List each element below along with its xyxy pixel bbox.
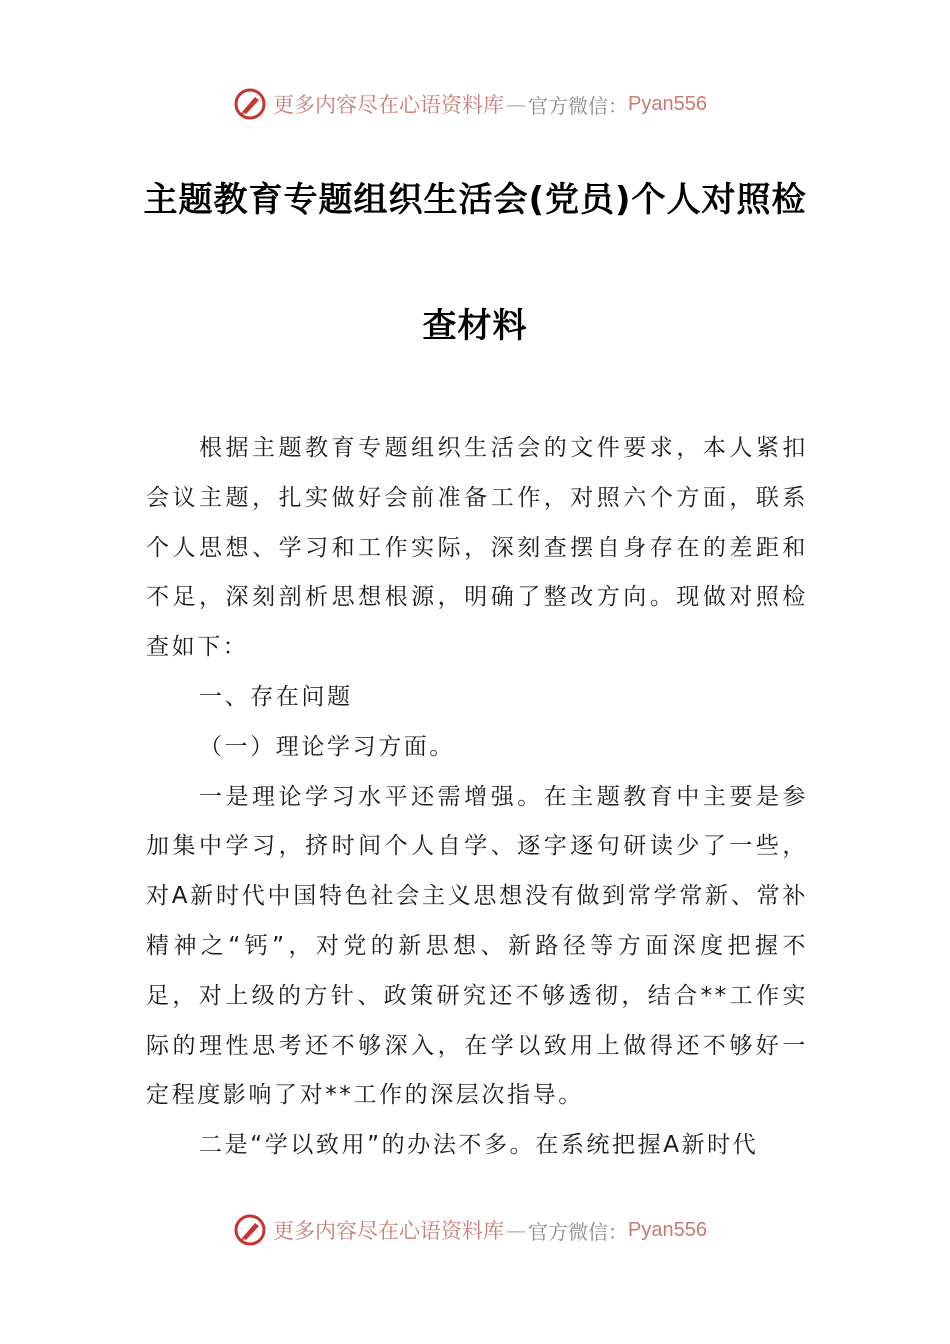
footer-banner	[0, 1210, 950, 1250]
banner-text: 更多内容尽在心语资料库	[273, 93, 505, 117]
body-paragraph: 二是“学以致用”的办法不多。在系统把握A新时代	[199, 1132, 759, 1159]
document-body	[146, 424, 808, 1171]
banner-text: 更多内容尽在心语资料库	[273, 1219, 505, 1243]
document-title-line-1: 主题教育专题组织生活会(党员)个人对照检	[143, 180, 807, 220]
banner-wechat-label: 官方微信：	[528, 93, 629, 118]
banner-dash: —	[506, 92, 527, 116]
banner-account: Pyan556	[628, 92, 707, 115]
banner-dash: —	[506, 1218, 527, 1242]
pen-logo-icon	[233, 1213, 267, 1247]
subsection-heading: （一）理论学习方面。	[199, 733, 455, 760]
document-title-line-2: 查材料	[422, 306, 528, 346]
banner-wechat-label: 官方微信：	[528, 1219, 629, 1244]
banner-account: Pyan556	[628, 1218, 707, 1241]
intro-paragraph: 根据主题教育专题组织生活会的文件要求，本人紧扣会议主题，扎实做好会前准备工作，对照六个方面，联系个人思想、学习和工作实际，深刻查摆自身存在的差距和不足，深刻剖析思想根源，明确了整改方向。现做对照检查如下：	[146, 435, 808, 661]
header-banner	[0, 84, 950, 124]
body-paragraph: 一是理论学习水平还需增强。在主题教育中主要是参加集中学习，挤时间个人自学、逐字逐句研读少了一些，对A新时代中国特色社会主义思想没有做到常学常新、常补精神之“钙”，对党的新思想、新路径等方面深度把握不足，对上级的方针、政策研究还不够透彻，结合**工作实际的理性思考还不够深入，在学以致用上做得还不够好一定程度影响了对**工作的深层次指导。	[146, 783, 808, 1109]
section-heading: 一、存在问题	[199, 683, 353, 710]
pen-logo-icon	[233, 87, 267, 121]
